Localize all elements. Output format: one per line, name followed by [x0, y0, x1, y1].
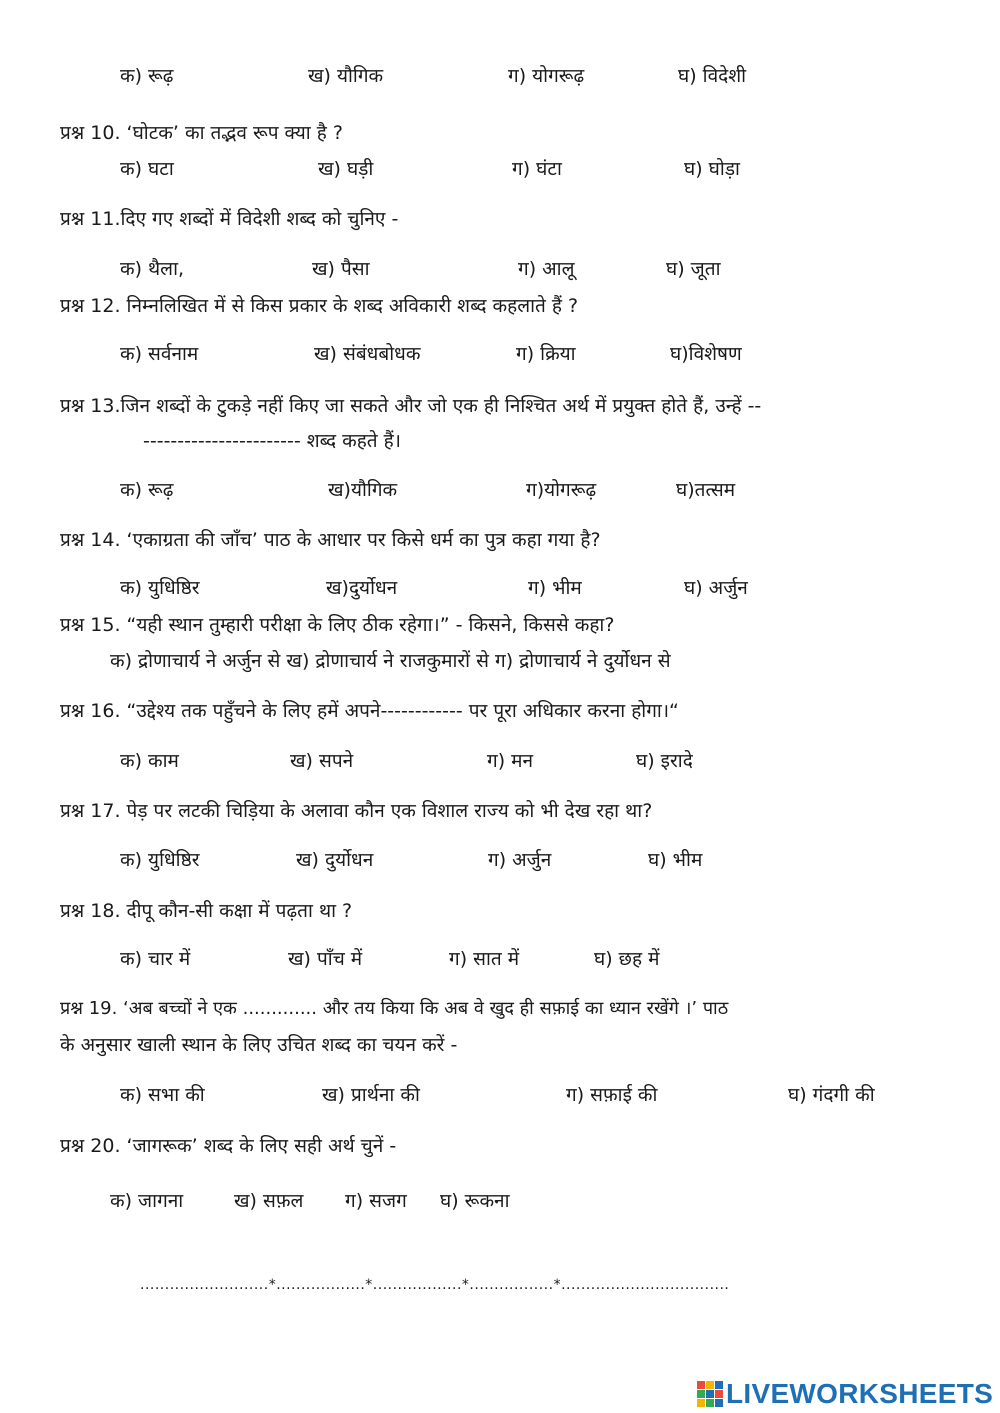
q13-option-a[interactable]: क) रूढ़	[120, 479, 174, 501]
question-18: प्रश्न 18. दीपू कौन-सी कक्षा में पढ़ता था ?	[60, 900, 353, 922]
q15-options[interactable]: क) द्रोणाचार्य ने अर्जुन से ख) द्रोणाचार्य ने राजकुमारों से ग) द्रोणाचार्य ने दुर्योधन से	[110, 650, 671, 672]
q12-option-b[interactable]: ख) संबंधबोधक	[314, 343, 421, 365]
q17-option-d[interactable]: घ) भीम	[648, 849, 703, 871]
q10-option-b[interactable]: ख) घड़ी	[318, 158, 374, 180]
q13-option-b[interactable]: ख)यौगिक	[328, 479, 398, 501]
q9-option-a[interactable]: क) रूढ़	[120, 65, 174, 87]
q20-option-b[interactable]: ख) सफ़ल	[234, 1190, 304, 1212]
question-20: प्रश्न 20. ‘जागरूक’ शब्द के लिए सही अर्थ चुनें -	[60, 1135, 397, 1157]
logo-grid-icon	[697, 1381, 723, 1407]
q18-option-c[interactable]: ग) सात में	[449, 948, 520, 970]
question-15: प्रश्न 15. “यही स्थान तुम्हारी परीक्षा के लिए ठीक रहेगा।” - किसने, किससे कहा?	[60, 614, 615, 636]
q13-option-c[interactable]: ग)योगरूढ़	[526, 479, 597, 501]
q12-option-c[interactable]: ग) क्रिया	[516, 343, 576, 365]
question-13-continuation: ----------------------- शब्द कहते हैं।	[143, 430, 401, 452]
q9-option-c[interactable]: ग) योगरूढ़	[508, 65, 585, 87]
q13-option-d[interactable]: घ)तत्सम	[676, 479, 736, 501]
question-12: प्रश्न 12. निम्नलिखित में से किस प्रकार के शब्द अविकारी शब्द कहलाते हैं ?	[60, 295, 579, 317]
q14-option-c[interactable]: ग) भीम	[528, 577, 582, 599]
q14-option-d[interactable]: घ) अर्जुन	[684, 577, 748, 599]
q12-option-d[interactable]: घ)विशेषण	[670, 343, 742, 365]
q10-option-c[interactable]: ग) घंटा	[512, 158, 562, 180]
question-16: प्रश्न 16. “उद्देश्य तक पहुँचने के लिए हमें अपने------------ पर पूरा अधिकार करना होगा।“	[60, 700, 679, 722]
q11-option-a[interactable]: क) थैला,	[120, 258, 185, 280]
q19-option-b[interactable]: ख) प्रार्थना की	[322, 1084, 420, 1106]
question-11: प्रश्न 11.दिए गए शब्दों में विदेशी शब्द को चुनिए -	[60, 208, 399, 230]
q19-option-c[interactable]: ग) सफ़ाई की	[566, 1084, 658, 1106]
q12-option-a[interactable]: क) सर्वनाम	[120, 343, 199, 365]
q11-option-b[interactable]: ख) पैसा	[312, 258, 370, 280]
q19-option-d[interactable]: घ) गंदगी की	[788, 1084, 875, 1106]
question-10: प्रश्न 10. ‘घोटक’ का तद्भव रूप क्या है ?	[60, 122, 343, 144]
q18-option-b[interactable]: ख) पाँच में	[288, 948, 363, 970]
q14-option-b[interactable]: ख)दुर्योधन	[326, 577, 398, 599]
q20-option-d[interactable]: घ) रूकना	[440, 1190, 510, 1212]
q16-option-c[interactable]: ग) मन	[487, 750, 534, 772]
q10-option-a[interactable]: क) घटा	[120, 158, 174, 180]
end-of-worksheet-line: ..........................*..................*..................*.................*..................................	[140, 1277, 730, 1293]
q17-option-a[interactable]: क) युधिष्ठिर	[120, 849, 200, 871]
question-17: प्रश्न 17. पेड़ पर लटकी चिड़िया के अलावा कौन एक विशाल राज्य को भी देख रहा था?	[60, 800, 653, 822]
q18-option-d[interactable]: घ) छह में	[594, 948, 660, 970]
q9-option-d[interactable]: घ) विदेशी	[678, 65, 747, 87]
q17-option-c[interactable]: ग) अर्जुन	[488, 849, 552, 871]
question-19: प्रश्न 19. ‘अब बच्चों ने एक ............. और तय किया कि अब वे खुद ही सफ़ाई का ध्यान रखेंगे ।’ पाठ	[60, 998, 729, 1019]
q19-option-a[interactable]: क) सभा की	[120, 1084, 205, 1106]
q11-option-d[interactable]: घ) जूता	[666, 258, 721, 280]
q9-option-b[interactable]: ख) यौगिक	[308, 65, 384, 87]
question-19-continuation: के अनुसार खाली स्थान के लिए उचित शब्द का चयन करें -	[60, 1034, 458, 1056]
q16-option-d[interactable]: घ) इरादे	[636, 750, 693, 772]
q14-option-a[interactable]: क) युधिष्ठिर	[120, 577, 200, 599]
q17-option-b[interactable]: ख) दुर्योधन	[296, 849, 374, 871]
q20-option-a[interactable]: क) जागना	[110, 1190, 184, 1212]
liveworksheets-logo	[697, 1378, 993, 1410]
question-14: प्रश्न 14. ‘एकाग्रता की जाँच’ पाठ के आधार पर किसे धर्म का पुत्र कहा गया है?	[60, 529, 601, 551]
q16-option-a[interactable]: क) काम	[120, 750, 179, 772]
q10-option-d[interactable]: घ) घोड़ा	[684, 158, 740, 180]
q16-option-b[interactable]: ख) सपने	[290, 750, 354, 772]
question-13: प्रश्न 13.जिन शब्दों के टुकड़े नहीं किए जा सकते और जो एक ही निश्चित अर्थ में प्रयुक्त होते हैं, उन्हें --	[60, 395, 762, 417]
q11-option-c[interactable]: ग) आलू	[518, 258, 575, 280]
q18-option-a[interactable]: क) चार में	[120, 948, 191, 970]
logo-text: LIVEWORKSHEETS	[726, 1378, 994, 1409]
q20-option-c[interactable]: ग) सजग	[345, 1190, 407, 1212]
